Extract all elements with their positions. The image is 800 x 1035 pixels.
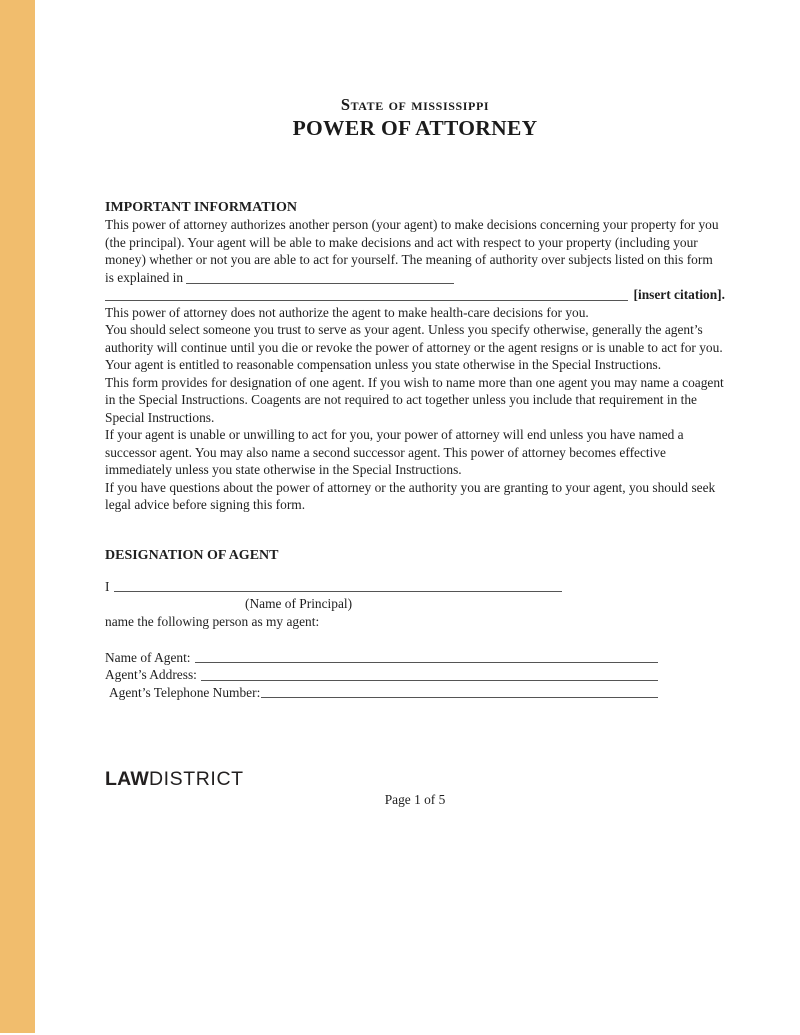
citation-continuation-blank[interactable] (105, 300, 628, 301)
field-row-agent-address (105, 666, 658, 684)
agent-name-blank[interactable] (195, 662, 658, 663)
para-agent-authorization (105, 216, 725, 286)
logo-district-text: DISTRICT (148, 768, 244, 790)
doc-title-main: POWER OF ATTORNEY (292, 116, 538, 140)
page-number: Page 1 of 5 (384, 792, 446, 807)
lawdistrict-logo (105, 770, 725, 789)
name-of-principal-caption: (Name of Principal) (245, 596, 353, 611)
para-legal-advice: If you have questions about the power of attorney or the authority you are granting to your agent, you should seek legal advice before signing this form. (105, 479, 716, 512)
field-row-agent-name (105, 649, 658, 667)
para-agent-selection: You should select someone you trust to serve as your agent. Unless you specify otherwise, generally the agent’s authority will continue until you die or revoke the power of attorney or the agent resigns or is unable to act for you. Your agent is entitled to reasonable compensation unless you state otherwise in the Special Instructions. (105, 322, 723, 372)
document-content (105, 0, 725, 809)
left-accent-stripe (0, 0, 35, 1033)
section-heading-designation-of-agent: DESIGNATION OF AGENT (105, 547, 279, 563)
agent-address-blank[interactable] (201, 680, 658, 681)
section-heading-important-information: IMPORTANT INFORMATION (105, 200, 298, 215)
field-row-agent-phone (105, 684, 658, 702)
agent-name-label: Name of Agent: (105, 649, 191, 665)
agent-phone-blank[interactable] (261, 697, 658, 698)
citation-fill-blank[interactable] (186, 271, 454, 284)
principal-prefix: I (105, 578, 110, 594)
insert-citation-text: [insert citation]. (633, 287, 725, 302)
agent-phone-label: Agent’s Telephone Number: (109, 684, 261, 700)
doc-title-state: State of mississippi (340, 95, 490, 114)
para-agent-authorization-text: This power of attorney authorizes another person (your agent) to make decisions concerning your property for you (the principal). Your agent will be able to make decisions and act with respect to your property (including your money) whether or not you are able to act for yourself. The meaning of authority over subjects listed on this form is explained in (105, 217, 719, 285)
principal-name-blank[interactable] (114, 591, 562, 592)
agent-fields (105, 649, 658, 702)
principal-name-line (105, 578, 725, 596)
logo-law-text: LAW (105, 768, 149, 790)
para-successor-agent: If your agent is unable or unwilling to act for you, your power of attorney will end unless you have named a successor agent. You may also name a second successor agent. This power of attorney becomes effective immediately unless you state otherwise in the Special Instructions. (105, 427, 684, 477)
agent-address-label: Agent’s Address: (105, 667, 197, 682)
citation-line (105, 286, 725, 304)
para-coagent-designation: This form provides for designation of one agent. If you wish to name more than one agent you may name a coagent in the Special Instructions. Coagents are not required to act together unless you include that requirement in the Special Instructions. (105, 374, 724, 425)
para-healthcare-exclusion: This power of attorney does not authorize the agent to make health-care decisions for you. (105, 304, 589, 320)
agent-intro-text: name the following person as my agent: (105, 613, 320, 629)
